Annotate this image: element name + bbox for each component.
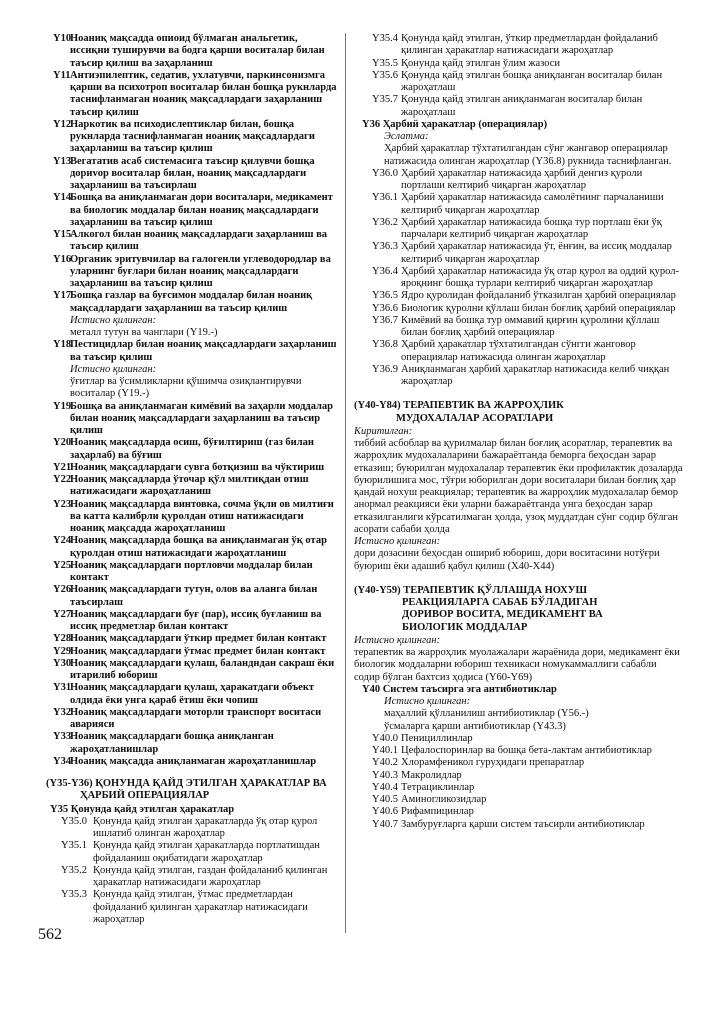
y40-y59-exclusion-text: терапевтик ва жарроҳлик муолажалари жараёнида дори, медикамент ёки биологик моддаларни юбориш техникаси номукаммаллиги сабабли содир бўлган бахтсиз ҳодиса (Y60-Y69) — [354, 647, 680, 683]
entry-code: Y15 — [53, 229, 72, 240]
entry-text: Ноаниқ мақсадлардаги буғ (пар), иссиқ буғланиш ва иссиқ предметлар билан контакт — [70, 608, 322, 632]
subitem-code: Y40.6 — [372, 806, 398, 818]
subitem-y40-0 — [354, 733, 684, 745]
y18-exclusion-label: Истисно қилинган: — [70, 363, 157, 375]
y40-subitems — [354, 733, 684, 831]
section-title-line: БИОЛОГИК МОДДАЛАР — [402, 621, 528, 633]
subitem-y40-6 — [354, 806, 684, 818]
entry-y24 — [46, 535, 338, 560]
entry-text: Ноаниқ мақсадлардаги моторли транспорт воситаси аварияси — [70, 706, 322, 730]
subitem-y36-2 — [354, 217, 684, 242]
subitem-text: Қонунда қайд этилган, ўткир предметлардан фойдаланиб қилинган ҳаракатлар натижасидаги жароҳатлар — [401, 33, 658, 57]
subitem-code: Y36.1 — [372, 192, 398, 204]
entry-code: Y17 — [53, 290, 72, 302]
subitem-text: Рифампицинлар — [401, 806, 474, 818]
y35-subitems-left — [46, 816, 338, 926]
y40-y84-exclusion-label: Истисно қилинган: — [354, 536, 441, 547]
subitem-text: Қонунда қайд этилган, газдан фойдаланиб қилинган ҳаракатлар натижасидаги жароҳатлар — [93, 864, 328, 888]
section-title-line: ДОРИВОР ВОСИТА, МЕДИКАМЕНТ ВА — [402, 609, 603, 621]
entry-y19 — [46, 401, 338, 438]
subitem-y40-2 — [354, 757, 684, 769]
subitem-code: Y36.4 — [372, 265, 398, 277]
subitem-y36-8 — [354, 339, 684, 364]
entry-text: Ноаниқ мақсадда опиоид бўлмаган анальгетик, иссиқни туширувчи ва бодга қарши воситалар билан таъсир қилиш ва заҳарланиш — [70, 33, 325, 69]
right-column — [354, 33, 684, 831]
entry-text: Наркотик ва психодислептиклар билан, бошқа рукнларда таснифланмаган ноаниқ мақсадлардаги заҳарланиш ва таъсир қилиш — [70, 118, 315, 155]
subitem-code: Y40.7 — [372, 818, 398, 830]
entry-y29 — [46, 646, 338, 658]
entry-y27 — [46, 609, 338, 634]
entry-text: Ноаниқ мақсадлардаги ўткир предмет билан контакт — [70, 633, 327, 645]
entry-text: Ноаниқ мақсадларда осиш, бўғилтириш (газ билан заҳарлаб) ва бўғиш — [70, 437, 314, 461]
subitem-text: Цефалоспоринлар ва бошқа бета-лактам антибиотиклар — [401, 745, 652, 756]
entry-text: Алкогол билан ноаниқ мақсадлардаги заҳарланиш ва таъсир қилиш — [70, 229, 327, 253]
subitem-text: Биологик қуролни қўллаш билан боғлиқ ҳарбий операциялар — [401, 302, 676, 314]
entry-y14 — [46, 192, 338, 229]
entry-code: Y33 — [53, 731, 72, 743]
subitem-y35-6 — [354, 70, 684, 95]
entry-y11 — [46, 70, 338, 119]
category-y36-heading: Y36 Ҳарбий ҳаракатлар (операциялар) — [362, 118, 548, 130]
subitem-text: Қонунда қайд этилган ҳаракатларда ўқ отар қурол ишлатиб олинган жароҳатлар — [93, 815, 318, 839]
entry-text: Ноаниқ мақсадларда ўточар қўл милтиқдан отиш натижасидаги жароҳатланиш — [70, 474, 309, 498]
subitem-y35-1 — [46, 840, 338, 865]
entry-y30 — [46, 658, 338, 683]
entry-code: Y14 — [53, 192, 72, 204]
subitem-text: Хлорамфеникол гуруҳидаги препаратлар — [401, 757, 585, 769]
subitem-y40-5 — [354, 794, 684, 806]
entry-code: Y29 — [53, 645, 72, 657]
entry-y22 — [46, 474, 338, 499]
y36-note-text: Ҳарбий ҳаракатлар тўхтатилгандан сўнг жангавор операциялар натижасида олинган жароҳатлар (Y36.8) рукнида таснифланган. — [384, 143, 672, 167]
subitem-y35-7 — [354, 94, 684, 119]
subitem-code: Y36.8 — [372, 339, 398, 351]
entry-text: Бошқа ва аниқланмаган дори воситалари, медикамент ва биологик моддалар билан ноаниқ мақсадлардаги заҳарланиш ва таъсир қилиш — [70, 192, 333, 228]
subitem-code: Y35.2 — [61, 864, 87, 876]
entry-code: Y34 — [53, 755, 72, 767]
y35-subitems-right — [354, 33, 684, 119]
entry-code: Y12 — [53, 118, 72, 130]
subitem-code: Y36.5 — [372, 290, 398, 302]
subitem-y36-7 — [354, 315, 684, 340]
entries-y10-y17 — [46, 33, 338, 315]
entry-code: Y22 — [53, 474, 72, 485]
subitem-text: Ҳарбий ҳаракатлар натижасида бошқа тур портлаш ёки ўқ парчалари келтириб чиқарган жароҳатлар — [401, 216, 662, 240]
subitem-text: Қонунда қайд этилган, ўтмас предметлардан фойдаланиб қилинган ҳаракатлар натижасидаги жароҳатлар — [93, 889, 308, 925]
subitem-text: Замбуруғларга қарши систем таъсирли антибиотиклар — [401, 818, 645, 830]
entry-code: Y31 — [53, 682, 72, 694]
entry-text: Ноаниқ мақсадларда винтовка, сочма ўқли ов милтиғи ва катта калибрли қуролдан отиш натижасидаги ноаниқ мақсадда жароҳатланиш — [70, 498, 334, 534]
entry-code: Y28 — [53, 633, 72, 645]
y40-exclusion-label: Истисно қилинган: — [384, 696, 471, 707]
entry-y15 — [46, 229, 338, 254]
section-title-line: (Y40-Y84) ТЕРАПЕВТИК ВА ЖАРРОҲЛИК — [354, 400, 564, 412]
subitem-y35-4 — [354, 33, 684, 58]
subitem-text: Қонунда қайд этилган бошқа аниқланган воситалар билан жароҳатлаш — [401, 69, 663, 93]
category-y40-heading: Y40 Систем таъсирга эга антибиотиклар — [362, 683, 557, 695]
entry-code: Y18 — [53, 339, 72, 351]
subitem-y35-5 — [354, 58, 684, 70]
subitem-y40-4 — [354, 782, 684, 794]
entry-code: Y10 — [53, 33, 72, 44]
entry-y25 — [46, 560, 338, 585]
entry-text: Вегататив асаб системасига таъсир қилувчи бошқа дориvoр воситалар билан, ноаниқ мақсадлардаги заҳарланиш ва таъсирлаш — [70, 155, 315, 191]
y17-exclusion-label: Истисно қилинган: — [70, 314, 157, 326]
y40-y84-inclusion-label: Киритилган: — [354, 425, 413, 437]
entry-y20 — [46, 437, 338, 462]
entry-y33 — [46, 731, 338, 756]
entry-text: Ноаниқ мақсадлардаги сувга ботқизиш ва чўктириш — [70, 461, 325, 473]
subitem-y36-3 — [354, 241, 684, 266]
y40-y84-inclusion-text: тиббий асбоблар ва қурилмалар билан боғлиқ асоратлар, терапевтик ва жарроҳлик мудохалаларини бажараётганда беморга беҳосдан зарар етказиш; буюрилган мудохалалар терапевтик ёки профилактик дозаларда буюрилишига мос, тўғри юборилган дори воситалари билан боғлиқ ҳар қандай ноxуш реакциялар; терапевтик ва жарроҳлик мудохалалар бемор анормал реакцияси ёки уларни бажараётганда унга беҳосдан зарар етказилганлиги кўрсатилмаган ҳолда, узоқ муддатдан сўнг содир бўлган асорати сабаби ҳолда — [354, 438, 683, 535]
entry-code: Y25 — [53, 559, 72, 571]
subitem-y40-7 — [354, 819, 684, 831]
subitem-text: Ҳарбий ҳаракатлар натижасида ҳарбий денгиз қуроли портлаши келтириб чиқарган жароҳатлар — [401, 167, 643, 191]
entry-text: Антиэпилептик, седатив, ухлатувчи, паркинсонизмга қарши ва психотроп воситалар билан бошқа рукнларда таснифланмаган ноаниқ мақсадлардаги заҳарланиш таъсир қилиш — [70, 69, 337, 118]
entry-y31 — [46, 682, 338, 707]
subitem-code: Y40.2 — [372, 757, 398, 769]
subitem-code: Y35.3 — [61, 889, 87, 901]
subitem-code: Y40.5 — [372, 794, 398, 805]
entry-y12 — [46, 119, 338, 156]
subitem-text: Кимёвий ва бошқа тур оммавий қирғин қуролини қўллаш билан боғлиқ ҳарбий операциялар — [401, 314, 660, 338]
subitem-code: Y36.6 — [372, 302, 398, 314]
subitem-y36-4 — [354, 266, 684, 291]
subitem-code: Y40.3 — [372, 769, 398, 781]
entry-code: Y26 — [53, 584, 72, 596]
entry-y10 — [46, 33, 338, 70]
entry-text: Ноаниқ мақсадлардаги портловчи моддалар билан контакт — [70, 559, 313, 583]
section-heading-y40-y84 — [354, 400, 684, 425]
entry-code: Y11 — [53, 69, 71, 81]
entry-y17 — [46, 290, 338, 315]
subitem-text: Ҳарбий ҳаракатлар тўхтатилгандан сўнгги жанговор операциялар натижасида олинган жароҳатлар — [401, 339, 636, 363]
entry-text: Бошқа ва аниқланмаган кимёвий ва заҳарли моддалар билан ноаниқ мақсадлардаги заҳарланиш ва таъсир қилиш — [70, 400, 334, 436]
entry-y26 — [46, 584, 338, 609]
subitem-text: Ҳарбий ҳаракатлар натижасида ўт, ёнғин, ва иссиқ моддалар келтириб чиқарган жароҳатлар — [401, 241, 672, 265]
left-column — [46, 33, 338, 926]
subitem-y35-0 — [46, 816, 338, 841]
subitem-text: Қонунда қайд этилган ҳаракатларда портлатишдан фойдаланиш оқибатидаги жароҳатлар — [93, 840, 320, 864]
subitem-y35-2 — [46, 865, 338, 890]
y18-exclusion-text: ўғитлар ва ўсимликларни қўшимча озиқлантирувчи воситалар (Y19.-) — [70, 376, 302, 400]
subitem-code: Y36.9 — [372, 363, 398, 375]
entry-y13 — [46, 156, 338, 193]
category-y35-heading: Y35 Қонунда қайд этилган ҳаракатлар — [50, 803, 235, 815]
entry-text: Ноаниқ мақсадлардаги қулаш, баландндан сакраш ёки итарилиб юбориш — [70, 657, 335, 681]
y40-y84-exclusion-text: дори дозасини беҳосдан ошириб юбориш, дори воситасини нотўғри буюриш ёки адашиб қабул қилиш (X40-X44) — [354, 548, 660, 572]
entry-code: Y27 — [53, 608, 72, 620]
entry-code: Y23 — [53, 498, 72, 510]
entry-y18 — [46, 339, 338, 364]
subitem-text: Ядро қуролидан фойдаланиб ўтказилган ҳарбий операциялар — [401, 290, 676, 302]
subitem-code: Y35.6 — [372, 69, 398, 81]
y36-subitems — [354, 168, 684, 389]
subitem-code: Y36.2 — [372, 216, 398, 228]
entry-text: Ноаниқ мақсадда аниқланмаган жароҳатланишлар — [70, 755, 317, 767]
subitem-text: Ҳарбий ҳаракатлар натижасида самолётнинг парчаланиши келтириб чиқарган жароҳатлар — [401, 192, 664, 216]
entry-y23 — [46, 499, 338, 536]
section-title-line: РЕАКЦИЯЛАРГА САБАБ БЎЛАДИГАН — [402, 597, 598, 608]
entry-code: Y19 — [53, 400, 72, 412]
column-divider — [345, 33, 346, 933]
entry-text: Ноаниқ мақсадлардаги тутун, олов ва аланга билан таъсирлаш — [70, 584, 318, 608]
entry-text: Ноаниқ мақсадлардаги бошқа аниқланган жароҳатланишлар — [70, 731, 274, 755]
y40-exclusion-item: маҳаллий қўлланилиш антибиотиклар (Y56.-) — [384, 708, 589, 720]
subitem-code: Y35.0 — [61, 815, 87, 827]
entry-code: Y21 — [53, 461, 72, 473]
y17-exclusion-text: металл тутун ва чанглари (Y19.-) — [70, 327, 218, 338]
entry-text: Органик эритувчилар ва галогенли углеводородлар ва уларнинг буғлари билан ноаниқ мақсадлардаги заҳарланиш ва таъсир қилиш — [70, 253, 331, 289]
subitem-y36-6 — [354, 303, 684, 315]
entry-text: Ноаниқ мақсадларда бошқа ва аниқланмаган ўқ отар қуролдан отиш натижасидаги жароҳатланиш — [70, 535, 327, 559]
section-title-line: (Y40-Y59) ТЕРАПЕВТИК ҚЎЛЛАШДА НОХУШ — [354, 584, 587, 596]
section-title-line: ҲАРБИЙ ОПЕРАЦИЯЛАР — [80, 790, 210, 802]
subitem-y36-9 — [354, 364, 684, 389]
subitem-y40-3 — [354, 770, 684, 782]
entry-y34 — [46, 756, 338, 768]
entry-y28 — [46, 633, 338, 645]
subitem-code: Y36.0 — [372, 167, 398, 179]
subitem-y36-0 — [354, 168, 684, 193]
entry-y21 — [46, 462, 338, 474]
page-number: 562 — [38, 926, 62, 943]
subitem-code: Y40.4 — [372, 781, 398, 793]
subitem-y36-5 — [354, 290, 684, 302]
subitem-text: Макролидлар — [401, 769, 462, 781]
entry-code: Y30 — [53, 657, 72, 669]
subitem-code: Y35.4 — [372, 33, 398, 44]
subitem-text: Қонунда қайд этилган ўлим жазоси — [401, 57, 561, 69]
subitem-y36-1 — [354, 192, 684, 217]
subitem-text: Ҳарбий ҳаракатлар натижасида ўқ отар қурол ва оддий қурол-яроқнинг бошқа турлари келтириб чиқарган жароҳатлар — [401, 265, 679, 289]
subitem-text: Аниқланмаган ҳарбий ҳаракатлар натижасида келиб чиққан жароҳатлар — [401, 363, 670, 387]
y40-y59-exclusion-label: Истисно қилинган: — [354, 634, 441, 646]
entry-code: Y13 — [53, 155, 72, 167]
entry-code: Y24 — [53, 535, 72, 547]
subitem-code: Y40.0 — [372, 732, 398, 744]
section-heading-y35-y36 — [46, 778, 338, 803]
entry-code: Y20 — [53, 437, 72, 449]
entry-text: Ноаниқ мақсадлардаги қулаш, ҳаракатдаги объект олдида ёки унга қараб ётиш ёки чопиш — [70, 682, 315, 706]
y40-exclusion-item: ўсмаларга қарши антибиотиклар (Y43.3) — [384, 720, 566, 732]
subitem-y40-1 — [354, 745, 684, 757]
subitem-code: Y35.7 — [372, 94, 398, 106]
subitem-text: Қонунда қайд этилган аниқланмаган воситалар билан жароҳатлаш — [401, 94, 643, 118]
entry-y16 — [46, 254, 338, 291]
subitem-text: Аминогликозидлар — [401, 794, 487, 805]
subitem-code: Y35.1 — [61, 840, 87, 852]
entry-text: Ноаниқ мақсадлардаги ўтмас предмет билан контакт — [70, 645, 326, 657]
subitem-code: Y40.1 — [372, 745, 398, 756]
subitem-code: Y36.7 — [372, 314, 398, 326]
subitem-y35-3 — [46, 889, 338, 926]
subitem-code: Y35.5 — [372, 57, 398, 69]
entry-code: Y16 — [53, 253, 72, 265]
section-title-line: МУДОХАЛАЛАР АСОРАТЛАРИ — [396, 412, 554, 424]
section-title-line: (Y35-Y36) ҚОНУНДА ҚАЙД ЭТИЛГАН ҲАРАКАТЛАР ВА — [46, 778, 327, 789]
entry-y32 — [46, 707, 338, 732]
subitem-text: Пенициллинлар — [401, 732, 473, 744]
section-heading-y40-y59 — [354, 585, 684, 634]
subitem-text: Тетрациклинлар — [401, 781, 475, 793]
entry-text: Бошқа газлар ва буғсимон моддалар билан ноаниқ мақсадлардаги заҳарланиш ва таъсир қилиш — [70, 290, 313, 314]
y36-note-label: Эслатма: — [384, 131, 429, 142]
entry-code: Y32 — [53, 706, 72, 718]
entry-text: Пестицидлар билан ноаниқ мақсадлардаги заҳарланиш ва таъсир қилиш — [70, 339, 337, 363]
subitem-code: Y36.3 — [372, 241, 398, 253]
